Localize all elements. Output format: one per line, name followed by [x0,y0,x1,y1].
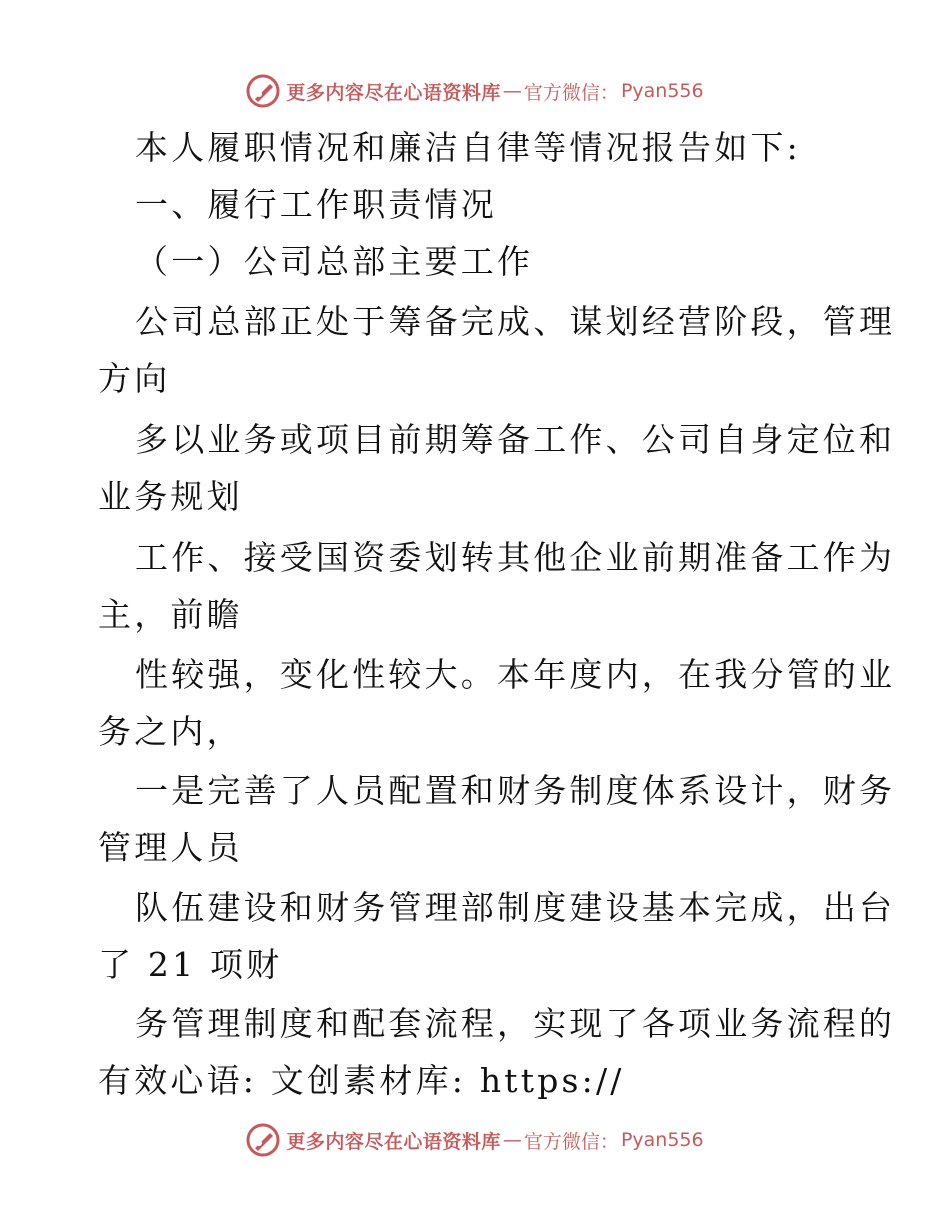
header-watermark [0,74,950,108]
text-line: 主，前瞻 [98,595,243,634]
text-line: 多以业务或项目前期筹备工作、公司自身定位和 [135,420,896,459]
text-line: 本人履职情况和廉洁自律等情况报告如下: [135,128,801,167]
watermark-text: 更多内容尽在心语资料库 [286,1130,501,1153]
footer-watermark [0,1123,950,1157]
text-line: 工作、接受国资委划转其他企业前期准备工作为 [135,538,896,577]
text-line: 业务规划 [98,477,243,516]
pen-circle-logo-icon [246,1123,280,1157]
watermark-wechat-id: Pyan556 [620,1129,704,1151]
text-line: 务管理制度和配套流程，实现了各项业务流程的 [135,1004,896,1043]
text-line: 队伍建设和财务管理部制度建设基本完成，出台 [135,888,896,927]
watermark-wechat-id: Pyan556 [620,80,704,102]
text-line: 性较强，变化性较大。本年度内，在我分管的业 [135,655,896,694]
text-line: 务之内， [98,712,243,751]
pen-circle-logo-icon [246,74,280,108]
text-line: 一是完善了人员配置和财务制度体系设计，财务 [135,771,896,810]
watermark-separator: — [502,1129,522,1151]
subsection-heading: （一）公司总部主要工作 [135,242,534,281]
text-line: 管理人员 [98,828,243,867]
watermark-text: 更多内容尽在心语资料库 [286,81,501,104]
watermark-label: 官方微信： [523,81,619,104]
watermark-separator: — [502,80,522,102]
text-line: 有效心语: 文创素材库: https:// [98,1061,625,1100]
text-line: 公司总部正处于筹备完成、谋划经营阶段，管理 [135,302,896,341]
section-heading: 一、履行工作职责情况 [135,185,497,224]
text-line: 方向 [98,359,171,398]
text-line: 了 21 项财 [98,945,283,984]
watermark-label: 官方微信： [523,1130,619,1153]
